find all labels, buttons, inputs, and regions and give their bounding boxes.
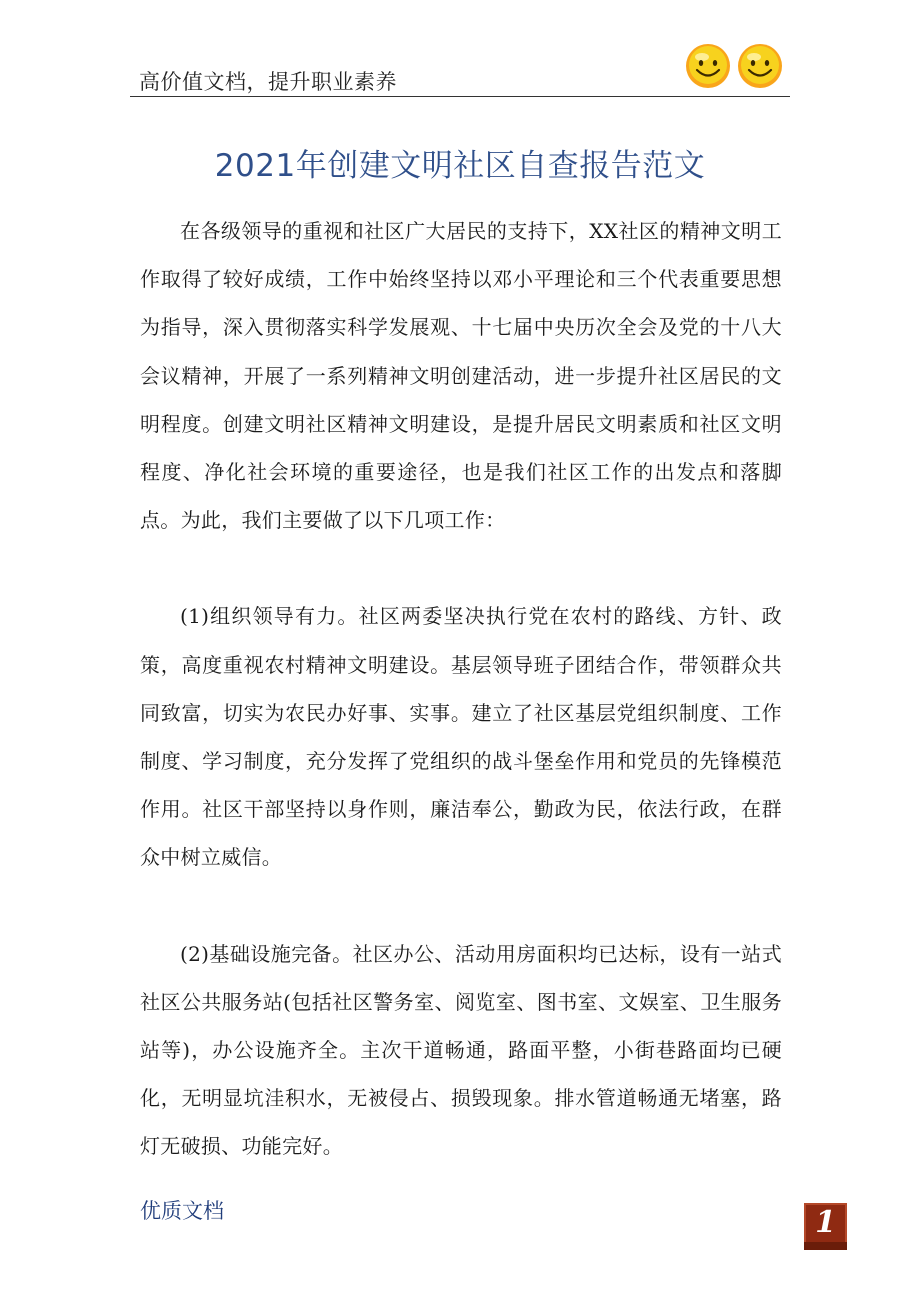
footer-label: 优质文档 (140, 1199, 224, 1223)
document-title: 2021年创建文明社区自查报告范文 (214, 148, 706, 184)
smiley-face-icon (738, 44, 782, 88)
paragraph-intro: 在各级领导的重视和社区广大居民的支持下，XX社区的精神文明工作取得了较好成绩，工作中始终坚持以邓小平理论和三个代表重要思想为指导，深入贯彻落实科学发展观、十七届中央历次全会及党的十八大会议精神，开展了一系列精神文明创建活动，进一步提升社区居民的文明程度。创建文明社区精神文明建设，是提升居民文明素质和社区文明程度、净化社会环境的重要途径，也是我们社区工作的出发点和落脚点。为此，我们主要做了以下几项工作： (140, 219, 782, 533)
smiley-face-icon (686, 44, 730, 88)
badge-shade (804, 1242, 847, 1250)
paragraph-spacer (140, 544, 782, 592)
page-number: 1 (815, 1205, 836, 1240)
paragraph-spacer (140, 882, 782, 930)
header-slogan: 高价值文档，提升职业素养 (139, 70, 397, 94)
paragraph-organization: (1)组织领导有力。社区两委坚决执行党在农村的路线、方针、政策，高度重视农村精神文明建设。基层领导班子团结合作，带领群众共同致富，切实为农民办好事、实事。建立了社区基层党组织制度、工作制度、学习制度，充分发挥了党组织的战斗堡垒作用和党员的先锋模范作用。社区干部坚持以身作则，廉洁奉公，勤政为民，依法行政，在群众中树立威信。 (140, 604, 782, 870)
document-body (140, 207, 782, 1171)
page-number-badge (804, 1203, 847, 1250)
header-divider (130, 96, 790, 97)
paragraph-infrastructure: (2)基础设施完备。社区办公、活动用房面积均已达标，设有一站式社区公共服务站(包括社区警务室、阅览室、图书室、文娱室、卫生服务站等)，办公设施齐全。主次干道畅通，路面平整，小街巷路面均已硬化，无明显坑洼积水，无被侵占、损毁现象。排水管道畅通无堵塞，路灯无破损、功能完好。 (140, 941, 782, 1159)
smiley-decoration (684, 42, 784, 90)
